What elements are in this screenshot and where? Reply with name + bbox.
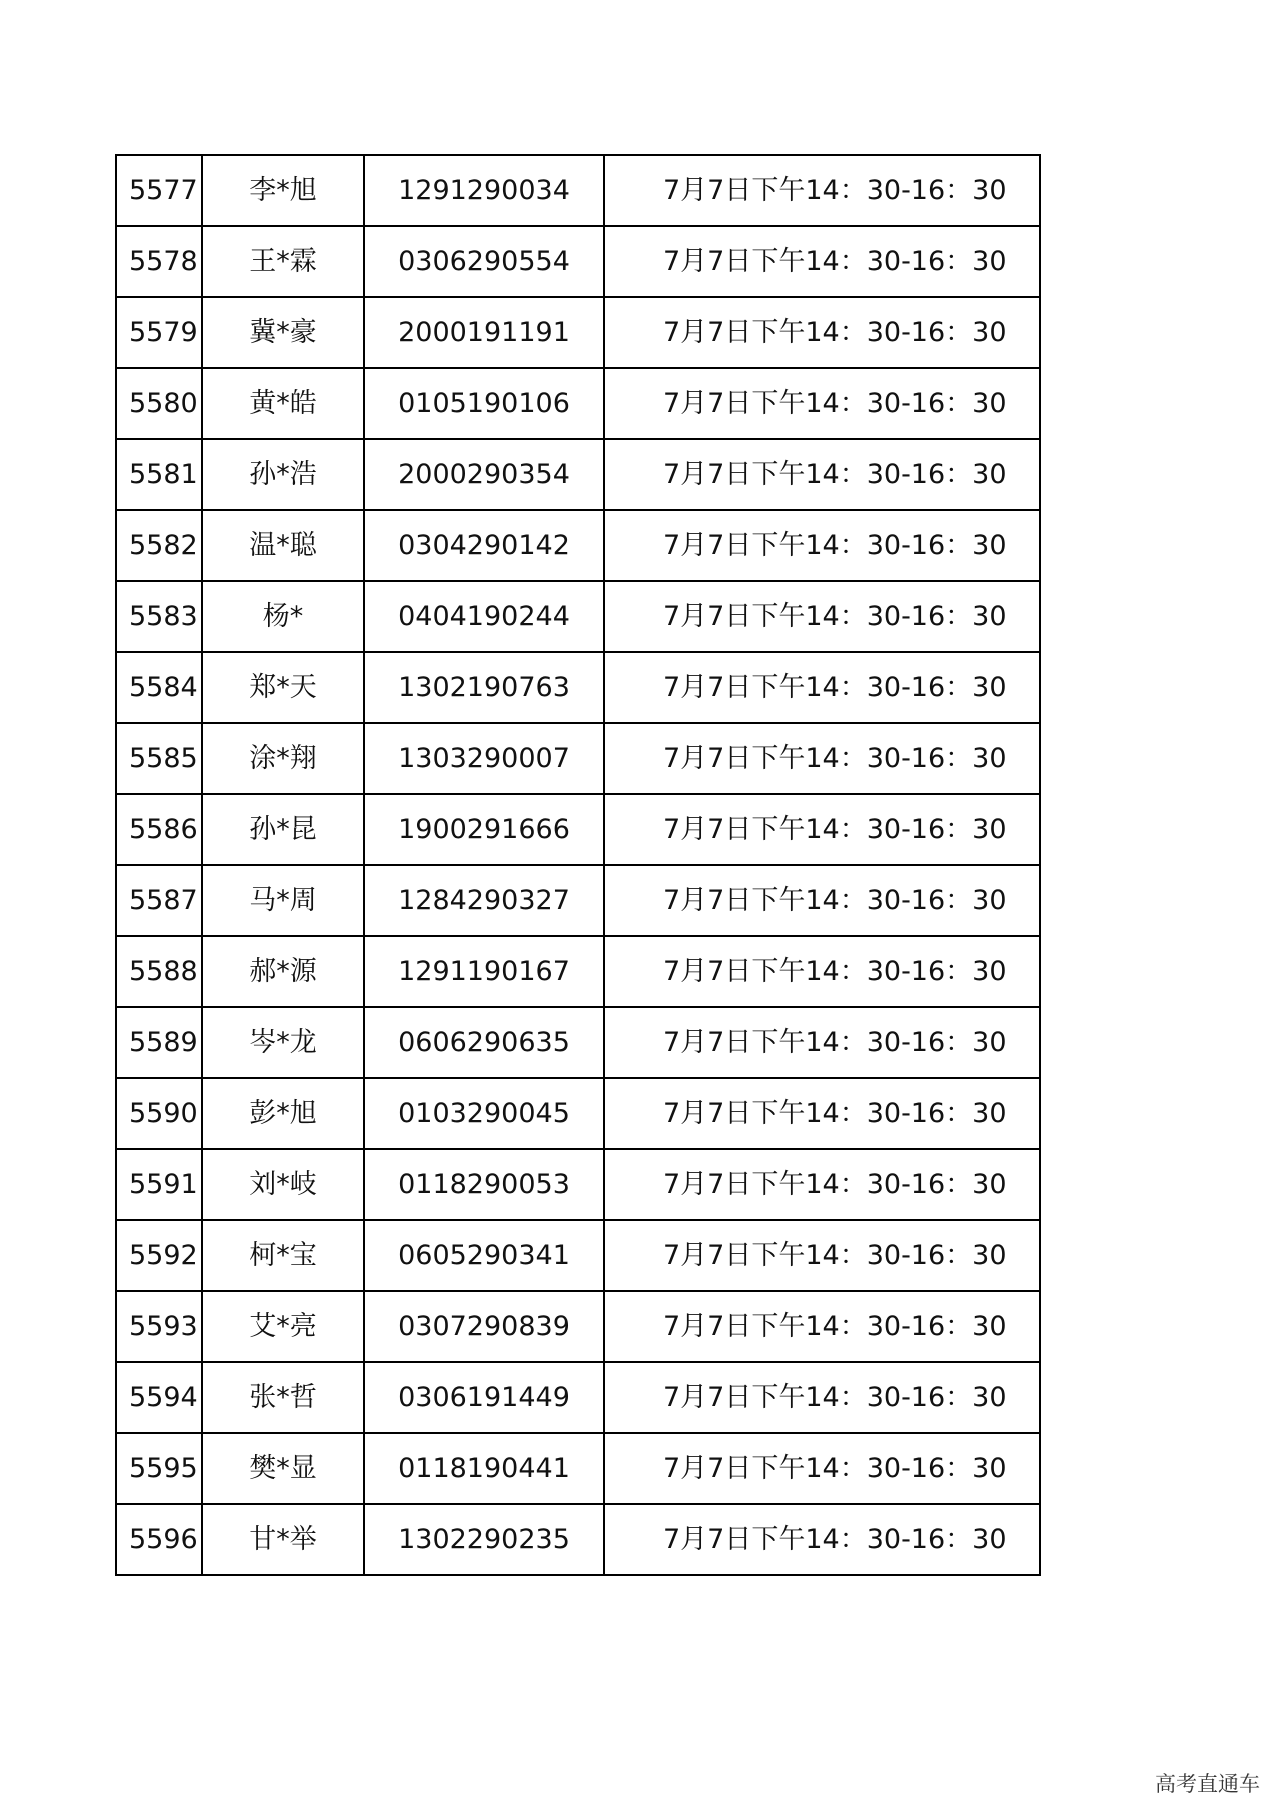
exam-id-cell: 0307290839 — [364, 1291, 604, 1362]
name-cell: 刘*岐 — [202, 1149, 364, 1220]
seq-cell: 5583 — [116, 581, 202, 652]
exam-time-cell: 7月7日下午14：30-16：30 — [604, 865, 1040, 936]
table-row — [116, 155, 1040, 226]
seq-cell: 5578 — [116, 226, 202, 297]
seq-cell: 5593 — [116, 1291, 202, 1362]
name-cell: 艾*亮 — [202, 1291, 364, 1362]
name-cell: 彭*旭 — [202, 1078, 364, 1149]
roster-table — [115, 154, 1041, 1576]
exam-time-cell: 7月7日下午14：30-16：30 — [604, 226, 1040, 297]
table-row — [116, 936, 1040, 1007]
name-cell: 马*周 — [202, 865, 364, 936]
exam-time-cell: 7月7日下午14：30-16：30 — [604, 1007, 1040, 1078]
table-row — [116, 652, 1040, 723]
seq-cell: 5594 — [116, 1362, 202, 1433]
name-cell: 李*旭 — [202, 155, 364, 226]
seq-cell: 5579 — [116, 297, 202, 368]
name-cell: 孙*昆 — [202, 794, 364, 865]
table-row — [116, 1149, 1040, 1220]
name-cell: 岑*龙 — [202, 1007, 364, 1078]
seq-cell: 5582 — [116, 510, 202, 581]
name-cell: 张*哲 — [202, 1362, 364, 1433]
exam-id-cell: 0306290554 — [364, 226, 604, 297]
table-row — [116, 226, 1040, 297]
exam-id-cell: 0606290635 — [364, 1007, 604, 1078]
exam-id-cell: 0304290142 — [364, 510, 604, 581]
exam-time-cell: 7月7日下午14：30-16：30 — [604, 155, 1040, 226]
seq-cell: 5577 — [116, 155, 202, 226]
table-row — [116, 1007, 1040, 1078]
seq-cell: 5581 — [116, 439, 202, 510]
seq-cell: 5589 — [116, 1007, 202, 1078]
name-cell: 郑*天 — [202, 652, 364, 723]
table-row — [116, 1504, 1040, 1575]
exam-id-cell: 0306191449 — [364, 1362, 604, 1433]
seq-cell: 5590 — [116, 1078, 202, 1149]
exam-id-cell: 0118290053 — [364, 1149, 604, 1220]
table-row — [116, 723, 1040, 794]
table-row — [116, 297, 1040, 368]
exam-time-cell: 7月7日下午14：30-16：30 — [604, 1433, 1040, 1504]
table-row — [116, 1220, 1040, 1291]
exam-id-cell: 0103290045 — [364, 1078, 604, 1149]
table-row — [116, 439, 1040, 510]
exam-time-cell: 7月7日下午14：30-16：30 — [604, 1149, 1040, 1220]
table-row — [116, 794, 1040, 865]
table-row — [116, 581, 1040, 652]
roster-body — [116, 155, 1040, 1575]
table-row — [116, 368, 1040, 439]
name-cell: 樊*显 — [202, 1433, 364, 1504]
table-row — [116, 510, 1040, 581]
exam-time-cell: 7月7日下午14：30-16：30 — [604, 794, 1040, 865]
exam-id-cell: 1284290327 — [364, 865, 604, 936]
exam-time-cell: 7月7日下午14：30-16：30 — [604, 723, 1040, 794]
name-cell: 温*聪 — [202, 510, 364, 581]
exam-time-cell: 7月7日下午14：30-16：30 — [604, 510, 1040, 581]
exam-time-cell: 7月7日下午14：30-16：30 — [604, 1291, 1040, 1362]
exam-time-cell: 7月7日下午14：30-16：30 — [604, 1220, 1040, 1291]
exam-id-cell: 2000191191 — [364, 297, 604, 368]
exam-time-cell: 7月7日下午14：30-16：30 — [604, 297, 1040, 368]
exam-id-cell: 0105190106 — [364, 368, 604, 439]
seq-cell: 5584 — [116, 652, 202, 723]
exam-id-cell: 1291190167 — [364, 936, 604, 1007]
exam-id-cell: 2000290354 — [364, 439, 604, 510]
seq-cell: 5592 — [116, 1220, 202, 1291]
exam-time-cell: 7月7日下午14：30-16：30 — [604, 936, 1040, 1007]
exam-id-cell: 1303290007 — [364, 723, 604, 794]
name-cell: 郝*源 — [202, 936, 364, 1007]
exam-id-cell: 1302290235 — [364, 1504, 604, 1575]
name-cell: 孙*浩 — [202, 439, 364, 510]
table-row — [116, 1433, 1040, 1504]
table-row — [116, 1078, 1040, 1149]
exam-id-cell: 1302190763 — [364, 652, 604, 723]
exam-time-cell: 7月7日下午14：30-16：30 — [604, 1362, 1040, 1433]
name-cell: 冀*豪 — [202, 297, 364, 368]
seq-cell: 5586 — [116, 794, 202, 865]
exam-time-cell: 7月7日下午14：30-16：30 — [604, 581, 1040, 652]
exam-id-cell: 0404190244 — [364, 581, 604, 652]
name-cell: 柯*宝 — [202, 1220, 364, 1291]
exam-time-cell: 7月7日下午14：30-16：30 — [604, 368, 1040, 439]
exam-time-cell: 7月7日下午14：30-16：30 — [604, 1504, 1040, 1575]
table-row — [116, 1291, 1040, 1362]
seq-cell: 5587 — [116, 865, 202, 936]
exam-time-cell: 7月7日下午14：30-16：30 — [604, 439, 1040, 510]
table-row — [116, 865, 1040, 936]
exam-time-cell: 7月7日下午14：30-16：30 — [604, 1078, 1040, 1149]
exam-id-cell: 1291290034 — [364, 155, 604, 226]
name-cell: 甘*举 — [202, 1504, 364, 1575]
seq-cell: 5588 — [116, 936, 202, 1007]
exam-id-cell: 0118190441 — [364, 1433, 604, 1504]
exam-id-cell: 1900291666 — [364, 794, 604, 865]
seq-cell: 5580 — [116, 368, 202, 439]
table-row — [116, 1362, 1040, 1433]
seq-cell: 5595 — [116, 1433, 202, 1504]
seq-cell: 5585 — [116, 723, 202, 794]
seq-cell: 5596 — [116, 1504, 202, 1575]
name-cell: 王*霖 — [202, 226, 364, 297]
name-cell: 杨* — [202, 581, 364, 652]
seq-cell: 5591 — [116, 1149, 202, 1220]
name-cell: 黄*皓 — [202, 368, 364, 439]
watermark-text: 高考直通车 — [1155, 1772, 1260, 1796]
exam-time-cell: 7月7日下午14：30-16：30 — [604, 652, 1040, 723]
name-cell: 涂*翔 — [202, 723, 364, 794]
exam-id-cell: 0605290341 — [364, 1220, 604, 1291]
